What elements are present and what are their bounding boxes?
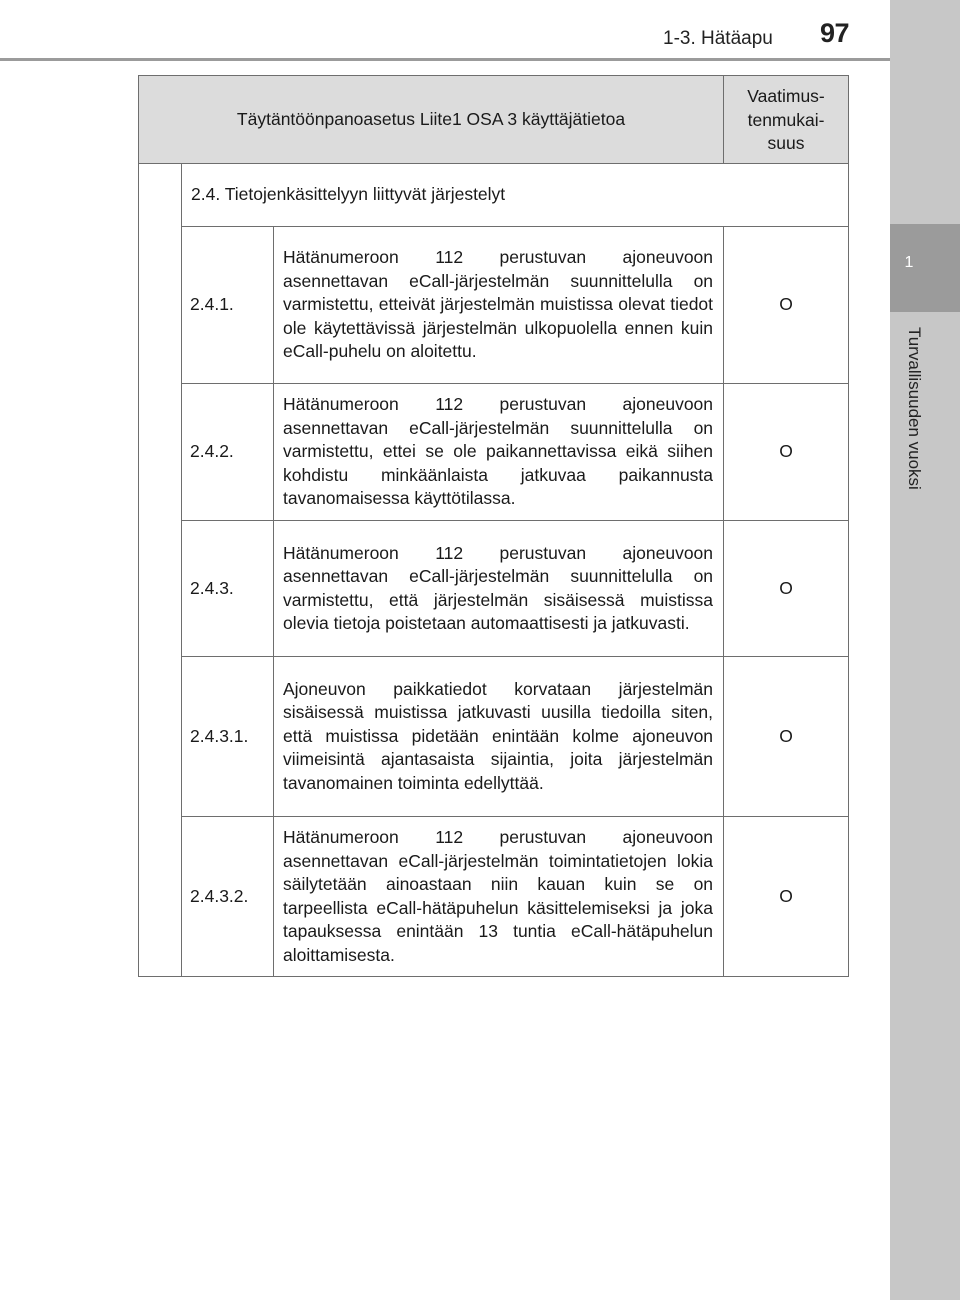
row-compliance: O: [724, 227, 849, 384]
row-number: 2.4.2.: [182, 384, 274, 521]
row-number: 2.4.3.: [182, 521, 274, 657]
header-title-cell: Täytäntöönpanoasetus Liite1 OSA 3 käyttäjätietoa: [139, 76, 724, 164]
row-description: Hätänumeroon 112 perustuvan ajoneuvoon asennettavan eCall-järjestelmän suunnittelulla on varmistettu, ettei se ole paikannettavissa eikä siihen kohdistu minkäänlaista jatkuvaa paikannusta tavanomaisessa käyttötilassa.: [274, 384, 724, 521]
indent-cell: [139, 164, 182, 977]
header-compliance-line: suus: [767, 133, 805, 154]
header-divider: [0, 58, 890, 61]
section-label: 2.4. Tietojenkäsittelyyn liittyvät järjestelyt: [182, 164, 849, 227]
row-number: 2.4.3.1.: [182, 657, 274, 817]
row-compliance: O: [724, 657, 849, 817]
table-row: [139, 521, 849, 657]
row-description: Ajoneuvon paikkatiedot korvataan järjestelmän sisäisessä muistissa jatkuvasti uusilla tiedoilla siten, että muistissa pidetään enintään kolme ajoneuvon viimeisintä ajantasaista sijaintia, joita järjestelmän tavanomainen toiminta edellyttää.: [274, 657, 724, 817]
table-header-row: [139, 76, 849, 164]
row-description: Hätänumeroon 112 perustuvan ajoneuvoon asennettavan eCall-järjestelmän toimintatietojen lokia säilytetään ainoastaan niin kauan kuin se on tarpeellista eCall-hätäpuhelun käsittelemiseksi ja joka tapauksessa enintään 13 tuntia eCall-hätäpuhelun aloittamisesta.: [274, 817, 724, 977]
table-row: [139, 227, 849, 384]
row-compliance: O: [724, 384, 849, 521]
row-number: 2.4.1.: [182, 227, 274, 384]
table-row: [139, 384, 849, 521]
row-compliance: O: [724, 817, 849, 977]
chapter-title: Turvallisuuden vuoksi: [905, 327, 924, 490]
header-compliance-line: Vaatimus-: [747, 86, 825, 107]
table-row: [139, 657, 849, 817]
row-compliance: O: [724, 521, 849, 657]
section-title: 1-3. Hätäapu: [663, 28, 773, 49]
table-row: [139, 817, 849, 977]
row-description: Hätänumeroon 112 perustuvan ajoneuvoon asennettavan eCall-järjestelmän suunnittelulla on varmistettu, että järjestelmän sisäisessä muistissa olevia tietoja poistetaan automaattisesti ja jatkuvasti.: [274, 521, 724, 657]
row-number: 2.4.3.2.: [182, 817, 274, 977]
page-number: 97: [820, 18, 850, 48]
chapter-number: 1: [904, 254, 914, 271]
section-row: [139, 164, 849, 227]
side-tab: [890, 0, 960, 1300]
requirements-table: [138, 75, 849, 977]
row-description: Hätänumeroon 112 perustuvan ajoneuvoon asennettavan eCall-järjestelmän suunnittelulla on varmistettu, etteivät järjestelmän muistissa olevat tiedot ole käytettävissä järjestelmän ulkopuolella ennen kuin eCall-puhelu on aloitettu.: [274, 227, 724, 384]
header-compliance-line: tenmukai-: [747, 109, 825, 130]
header-compliance-cell: [724, 76, 849, 164]
